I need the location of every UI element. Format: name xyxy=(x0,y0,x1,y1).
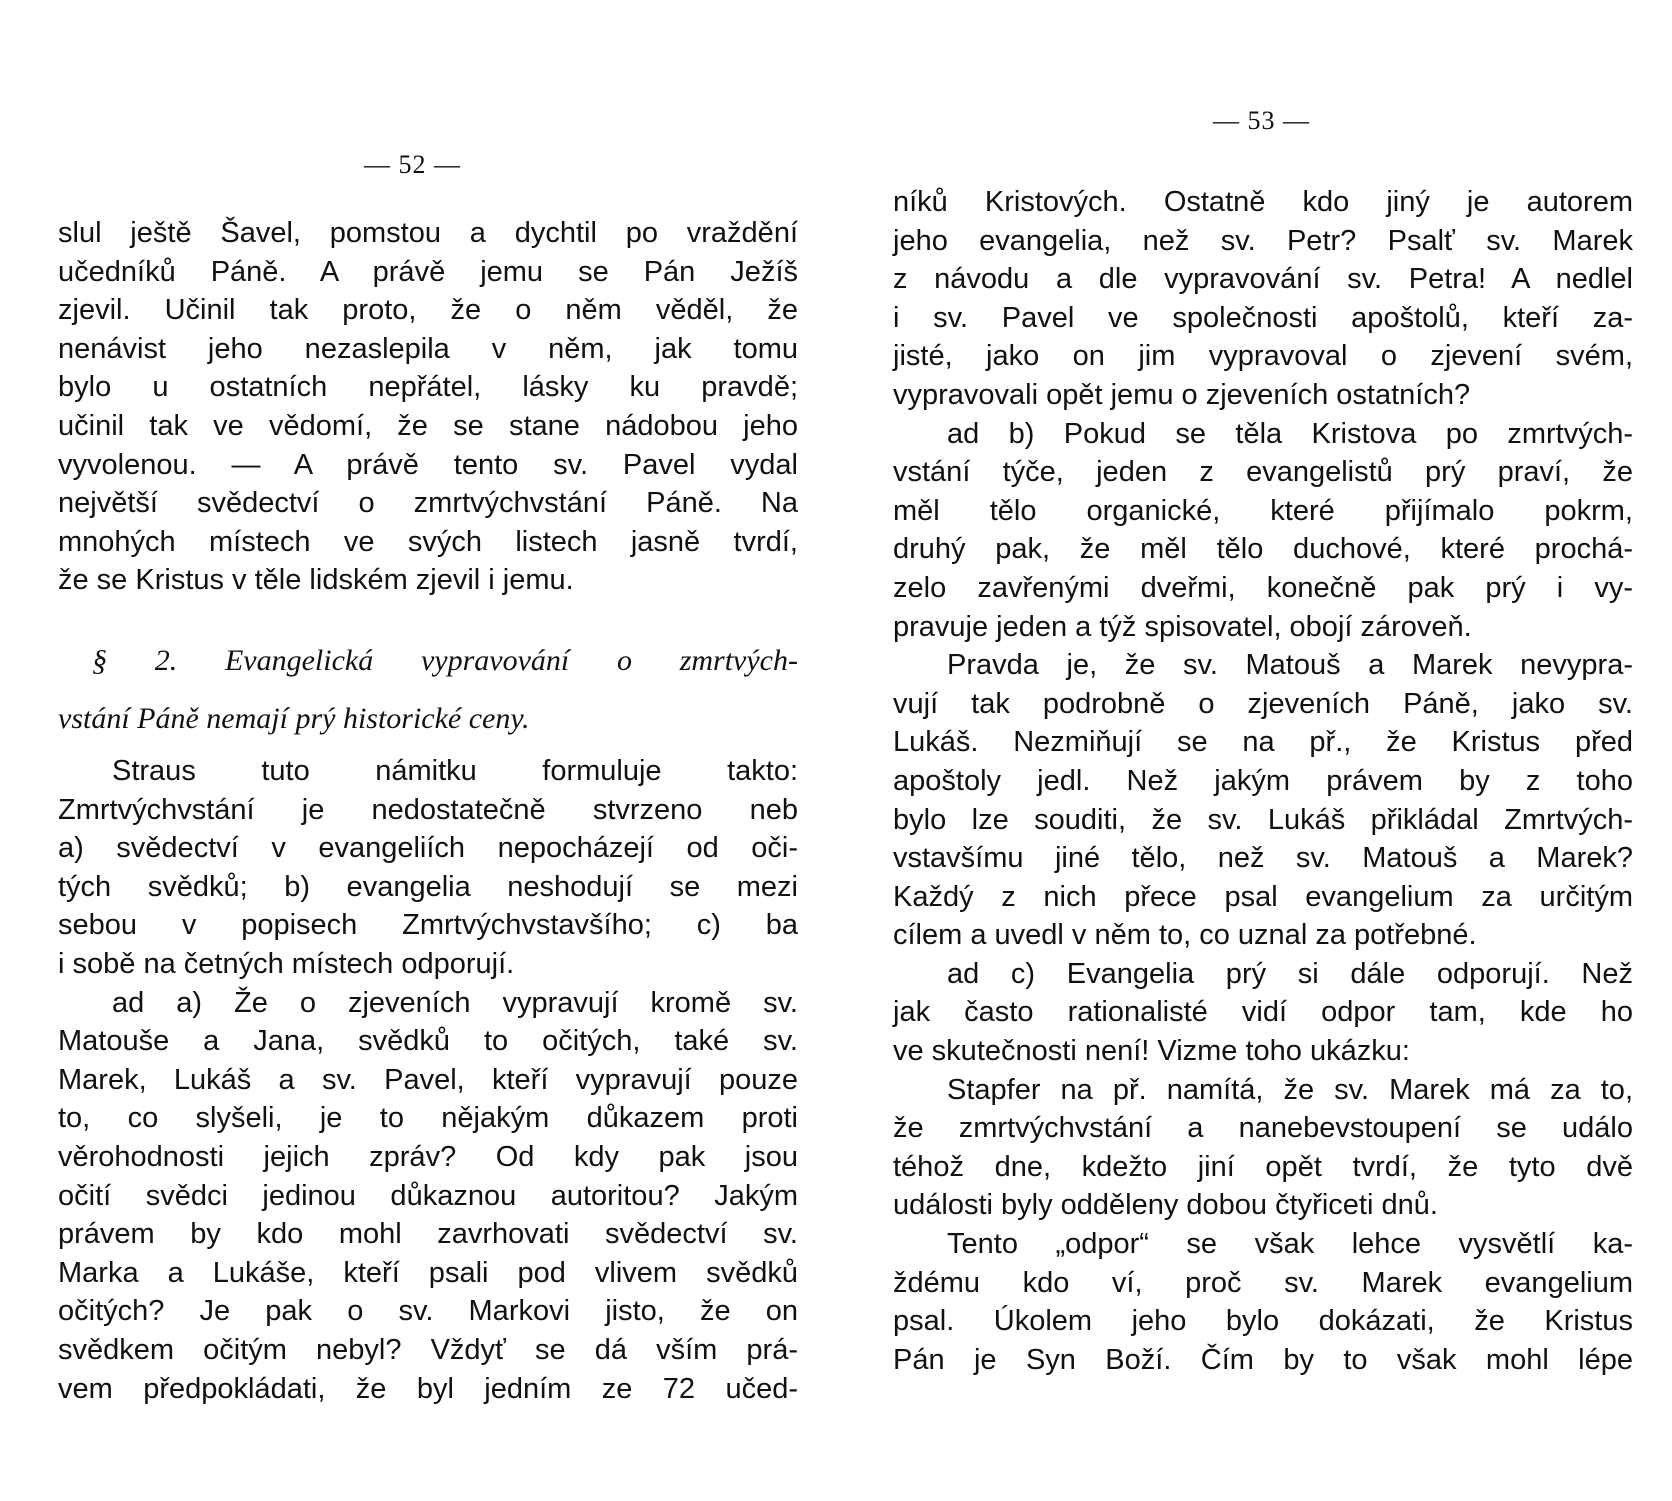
text-line: učinil tak ve vědomí, že se stane nádobou jeho xyxy=(58,409,798,442)
text-line: sebou v popisech Zmrtvýchvstavšího; c) ba xyxy=(58,909,798,942)
paragraph xyxy=(58,752,798,1408)
heading-line: § 2. Evangelická vypravování o zmrtvých- xyxy=(92,644,798,677)
text-line: jak často rationalisté vidí odpor tam, kde ho xyxy=(893,996,1633,1029)
text-line: pravuje jeden a týž spisovatel, obojí zároveň. xyxy=(893,610,1472,643)
text-line: cílem a uvedl v něm to, co uznal za potřebné. xyxy=(893,919,1477,952)
page-number: — 52 — xyxy=(364,150,461,179)
text-line: vem předpokládati, že byl jedním ze 72 učed- xyxy=(58,1372,798,1405)
text-line: ad b) Pokud se těla Kristova po zmrtvých- xyxy=(947,417,1633,450)
text-line: vyvolenou. — A právě tento sv. Pavel vydal xyxy=(58,448,798,481)
text-line: vypravovali opět jemu o zjeveních ostatních? xyxy=(893,378,1471,411)
text-line: že se Kristus v těle lidském zjevil i jemu. xyxy=(58,564,574,597)
text-line: téhož dne, kdežto jiní opět tvrdí, že tyto dvě xyxy=(893,1150,1633,1183)
text-line: i sobě na četných místech odporují. xyxy=(58,947,515,980)
text-line: jeho evangelia, než sv. Petr? Psalť sv. Marek xyxy=(893,224,1633,257)
text-line: zelo zavřenými dveřmi, konečně pak prý i vy- xyxy=(893,571,1633,604)
text-line: vují tak podrobně o zjeveních Páně, jako sv. xyxy=(893,687,1633,720)
text-line: Každý z nich přece psal evangelium za určitým xyxy=(893,880,1633,913)
text-line: Pravda je, že sv. Matouš a Marek nevypra- xyxy=(947,649,1633,682)
section-heading xyxy=(58,632,798,748)
text-line: že zmrtvýchvstání a nanebevstoupení se událo xyxy=(893,1112,1633,1145)
text-line: měl tělo organické, které přijímalo pokrm, xyxy=(893,494,1633,527)
text-line: Tento „odpor“ se však lehce vysvětlí ka- xyxy=(947,1228,1633,1261)
heading-line: vstání Páně nemají prý historické ceny. xyxy=(58,702,530,735)
text-line: to, co slyšeli, je to nějakým důkazem proti xyxy=(58,1102,798,1135)
text-line: jisté, jako on jim vypravoval o zjevení svém, xyxy=(893,340,1633,373)
text-line: Zmrtvýchvstání je nedostatečně stvrzeno neb xyxy=(58,793,798,826)
text-line: ve skutečnosti není! Vizme toho ukázku: xyxy=(893,1035,1410,1068)
text-line: události byly odděleny dobou čtyřiceti dnů. xyxy=(893,1189,1438,1222)
text-line: Straus tuto námitku formuluje takto: xyxy=(112,755,798,787)
text-line: očití svědci jedinou důkaznou autoritou? Jakým xyxy=(58,1179,798,1212)
text-line: Matouše a Jana, svědků to očitých, také sv. xyxy=(58,1025,798,1058)
text-line: očitých? Je pak o sv. Markovi jisto, že on xyxy=(58,1295,798,1328)
paragraph xyxy=(58,214,798,600)
text-line: níků Kristových. Ostatně kdo jiný je autorem xyxy=(893,186,1633,218)
text-line: vstání týče, jeden z evangelistů prý praví, že xyxy=(893,456,1633,489)
text-line: věrohodnosti jejich zpráv? Od kdy pak jsou xyxy=(58,1140,798,1173)
text-line: právem by kdo mohl zavrhovati svědectví sv. xyxy=(58,1218,798,1251)
text-line: Stapfer na př. namítá, že sv. Marek má za to, xyxy=(947,1073,1633,1106)
text-line: Marek, Lukáš a sv. Pavel, kteří vypravují pouze xyxy=(58,1063,798,1096)
text-line: mnohých místech ve svých listech jasně tvrdí, xyxy=(58,525,798,558)
text-line: ždému kdo ví, proč sv. Marek evangelium xyxy=(893,1266,1633,1299)
text-line: svědkem očitým nebyl? Vždyť se dá vším prá- xyxy=(58,1333,798,1366)
text-line: tých svědků; b) evangelia neshodují se mezi xyxy=(58,870,798,903)
text-line: učedníků Páně. A právě jemu se Pán Ježíš xyxy=(58,255,798,288)
text-line: apoštoly jedl. Než jakým právem by z toho xyxy=(893,764,1633,797)
page-number: — 53 — xyxy=(1213,106,1310,135)
text-line: Pán je Syn Boží. Čím by to však mohl lépe xyxy=(893,1343,1633,1376)
text-line: ad c) Evangelia prý si dále odporují. Než xyxy=(947,957,1633,990)
text-line: vstavšímu jiné tělo, než sv. Matouš a Marek? xyxy=(893,842,1633,875)
text-line: Marka a Lukáše, kteří psali pod vlivem svědků xyxy=(58,1256,798,1289)
text-line: zjevil. Učinil tak proto, že o něm věděl, že xyxy=(58,294,798,327)
paragraph xyxy=(893,183,1633,1379)
text-line: i sv. Pavel ve společnosti apoštolů, kteří za- xyxy=(893,301,1633,334)
text-line: z návodu a dle vypravování sv. Petra! A nedlel xyxy=(893,263,1633,296)
text-line: ad a) Že o zjeveních vypravují kromě sv. xyxy=(112,986,798,1019)
text-line: bylo lze souditi, že sv. Lukáš přikládal Zmrtvých- xyxy=(893,803,1633,836)
text-line: druhý pak, že měl tělo duchové, které prochá- xyxy=(893,533,1633,566)
text-line: bylo u ostatních nepřátel, lásky ku pravdě; xyxy=(58,371,798,404)
text-line: největší svědectví o zmrtvýchvstání Páně. Na xyxy=(58,487,798,520)
text-line: psal. Úkolem jeho bylo dokázati, že Kristus xyxy=(893,1305,1633,1338)
text-line: Lukáš. Nezmiňují se na př., že Kristus před xyxy=(893,726,1633,759)
text-line: slul ještě Šavel, pomstou a dychtil po vraždění xyxy=(58,217,798,249)
text-line: nenávist jeho nezaslepila v něm, jak tomu xyxy=(58,332,798,365)
text-line: a) svědectví v evangeliích nepocházejí od oči- xyxy=(58,832,798,865)
